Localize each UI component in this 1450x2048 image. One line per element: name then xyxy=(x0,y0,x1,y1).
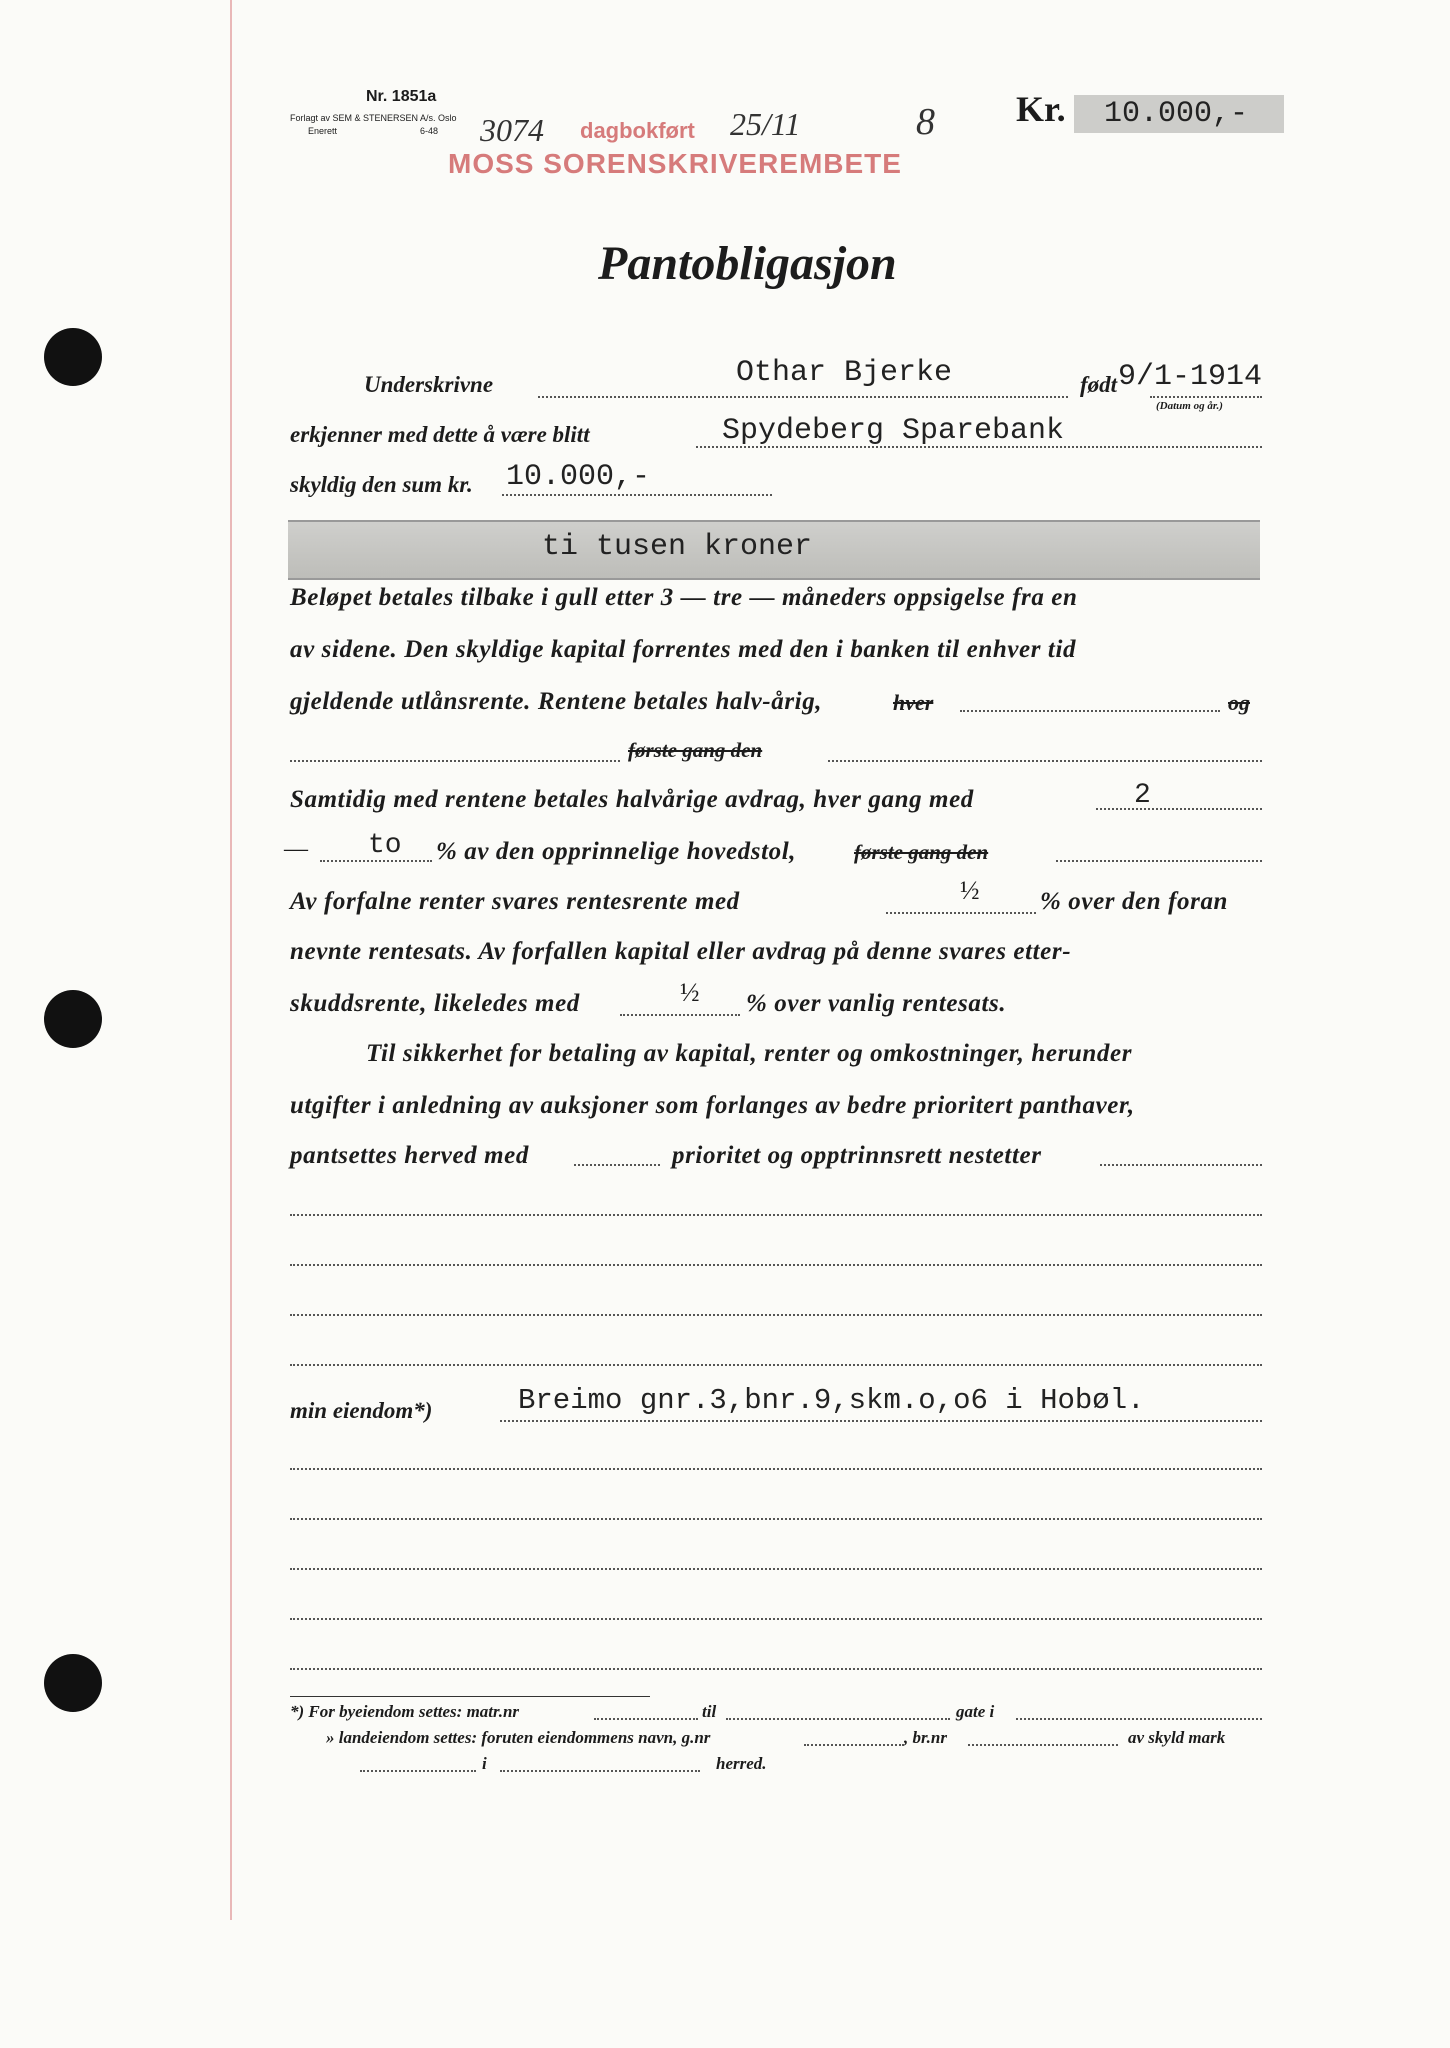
dagbok-year: 8 xyxy=(916,101,935,143)
footnote-line-2b: , br.nr xyxy=(904,1728,947,1747)
terms-dash: — xyxy=(284,836,308,862)
blank-rule xyxy=(290,1264,1262,1266)
installment-count: 2 xyxy=(1134,780,1151,811)
undersigned-label: Underskrivne xyxy=(364,372,494,397)
blank-rule xyxy=(290,1314,1262,1316)
punch-hole-bottom xyxy=(44,1654,102,1712)
footnote-line-1c: gate i xyxy=(956,1702,995,1721)
footnote-line-1a: *) For byeiendom settes: matr.nr xyxy=(290,1702,520,1721)
sum-figures: 10.000,- xyxy=(506,460,651,494)
acknowledge-label: erkjenner med dette å være blitt xyxy=(290,422,590,447)
terms-struck-og: og xyxy=(1228,690,1250,715)
terms-line-9: skuddsrente, likeledes med xyxy=(290,990,580,1017)
dagbok-stamp-label: dagbokført xyxy=(580,118,695,143)
footnote-rule xyxy=(804,1744,904,1746)
default-interest-rate: ½ xyxy=(960,876,980,905)
terms-line-4-rule-right xyxy=(828,760,1262,762)
terms-line-4-rule-left xyxy=(290,760,620,762)
property-rule xyxy=(500,1420,1262,1422)
sum-rule xyxy=(502,494,772,496)
office-stamp: MOSS SORENSKRIVEREMBETE xyxy=(448,148,902,179)
footnote-line-2a: » landeiendom settes: foruten eiendommens navn, g.nr xyxy=(326,1728,711,1747)
terms-struck-forste-1: første gang den xyxy=(628,738,763,762)
terms-line-3-rule xyxy=(960,710,1220,712)
undersigned-name: Othar Bjerke xyxy=(736,356,953,390)
terms-line-11: utgifter i anledning av auksjoner som forlanges av bedre prioritert panthaver, xyxy=(290,1092,1135,1119)
footnote-line-2c: av skyld mark xyxy=(1128,1728,1226,1747)
footnote-rule xyxy=(594,1718,698,1720)
dagbok-number: 3074 xyxy=(480,112,544,148)
punch-hole-top xyxy=(44,328,102,386)
property-label: min eiendom*) xyxy=(290,1398,433,1423)
document-title: Pantobligasjon xyxy=(598,237,897,290)
terms-line-3: gjeldende utlånsrente. Rentene betales halv-årig, xyxy=(290,688,823,715)
terms-line-7-rule xyxy=(886,912,1036,914)
installment-percent: to xyxy=(368,830,402,861)
dagbok-date: 25/11 xyxy=(730,106,801,142)
margin-rule xyxy=(230,0,232,1920)
punch-hole-middle xyxy=(44,990,102,1048)
terms-line-5: Samtidig med rentene betales halvårige avdrag, hver gang med xyxy=(290,786,974,813)
blank-rule xyxy=(290,1618,1262,1620)
blank-rule xyxy=(290,1518,1262,1520)
blank-rule xyxy=(290,1214,1262,1216)
terms-line-6: % av den opprinnelige hovedstol, xyxy=(436,838,797,865)
terms-struck-hver: hver xyxy=(893,690,934,715)
terms-line-12-rule xyxy=(1100,1164,1262,1166)
blank-rule xyxy=(290,1568,1262,1570)
footnote-line-1b: til xyxy=(702,1702,717,1721)
publisher-line: Forlagt av SEM & STENERSEN A/s. Oslo xyxy=(290,113,457,123)
creditor-name: Spydeberg Sparebank xyxy=(722,414,1065,448)
property-value: Breimo gnr.3,bnr.9,skm.o,o6 i Hobøl. xyxy=(518,1384,1145,1417)
blank-rule xyxy=(290,1364,1262,1366)
footnote-rule xyxy=(360,1770,476,1772)
terms-struck-forste-2: første gang den xyxy=(854,840,989,864)
terms-line-9-end: % over vanlig rentesats. xyxy=(746,990,1007,1017)
undersigned-rule xyxy=(538,396,1068,398)
priority-rule xyxy=(574,1164,660,1166)
terms-line-7: Av forfalne renter svares rentesrente med xyxy=(290,888,740,915)
blank-rule xyxy=(290,1668,1262,1670)
footnote-rule xyxy=(500,1770,700,1772)
terms-line-7-end: % over den foran xyxy=(1040,888,1229,915)
terms-line-10: Til sikkerhet for betaling av kapital, renter og omkostninger, herunder xyxy=(366,1040,1133,1067)
born-date: 9/1-1914 xyxy=(1118,360,1263,394)
sum-words: ti tusen kroner xyxy=(542,530,813,564)
born-label: født xyxy=(1080,372,1118,397)
terms-line-6-rule-right xyxy=(1056,860,1262,862)
terms-line-2: av sidene. Den skyldige kapital forrentes med den i banken til enhver tid xyxy=(290,636,1077,663)
footnote-rule xyxy=(1016,1718,1262,1720)
terms-line-9-rule xyxy=(620,1014,740,1016)
form-number: Nr. 1851a xyxy=(366,88,437,105)
publisher-enerett: Enerett xyxy=(308,126,338,136)
footnote-line-3a: i xyxy=(482,1754,487,1773)
terms-line-12-end: prioritet og opptrinnsrett nestetter xyxy=(672,1142,1042,1169)
footnote-rule xyxy=(968,1744,1118,1746)
kr-amount: 10.000,- xyxy=(1074,95,1284,133)
footnote-line-3b: herred. xyxy=(716,1754,767,1773)
owes-label: skyldig den sum kr. xyxy=(290,472,473,497)
footnote-rule xyxy=(726,1718,950,1720)
late-interest-rate: ½ xyxy=(680,978,700,1007)
footnote-separator xyxy=(290,1696,650,1697)
date-hint: (Datum og år.) xyxy=(1156,400,1223,412)
terms-line-8: nevnte rentesats. Av forfallen kapital eller avdrag på denne svares etter- xyxy=(290,938,1072,965)
kr-label: Kr. xyxy=(1016,89,1066,129)
terms-line-5-rule xyxy=(1096,808,1262,810)
terms-line-12: pantsettes herved med xyxy=(290,1142,529,1169)
publisher-date: 6-48 xyxy=(420,126,439,136)
blank-rule xyxy=(290,1468,1262,1470)
terms-line-1: Beløpet betales tilbake i gull etter 3 — tre — måneders oppsigelse fra en xyxy=(290,584,1078,611)
born-rule xyxy=(1150,396,1262,398)
